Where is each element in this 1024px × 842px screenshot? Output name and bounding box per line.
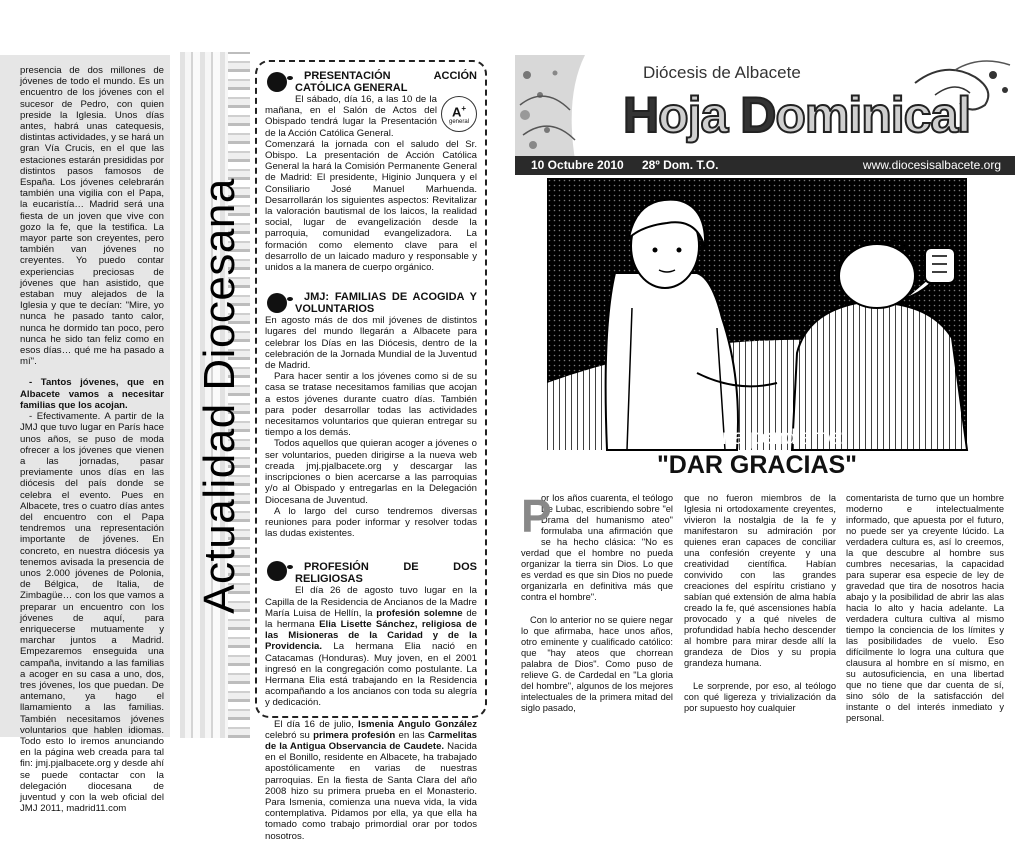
text-run: or los años cuarenta, el teólogo De Lubac, escribiendo sobre "el Drama del humanismo ateo" formulaba una afirmación que se ha hecho clásica: "No es verdad que el hombre no pueda organizar la tierra sin Dios. Lo que es verdad es que sin Dios no puede organizarla en definitiva más que contra el hombre".	[521, 493, 673, 602]
article-paragraph: En agosto más de dos mil jóvenes de distintos lugares del mundo llegarán a Albacete para celebrar los Días en las Diócesis, dentro de la celebración de la Jornada Mundial de la Juventud de Madrid.	[265, 315, 477, 372]
article-paragraph: El sábado, día 16, a las 10 de la mañana, en el Salón de Actos del Obispado tendrá lugar la Presentación de la Acción Católica General.	[265, 94, 437, 139]
article-paragraph: Todos aquellos que quieran acoger a jóvenes o ser voluntarios, pueden dirigirse a la nueva web creada jmj.pjalbacete.org y descargar las inscripciones o bien acercarse a las parroquias y/o al Obispado y entregarlas en la Delegación Diocesana de Juventud.	[265, 438, 477, 506]
masthead	[515, 55, 1015, 160]
text-run: en las	[395, 729, 428, 741]
article-jmj-familias	[265, 291, 477, 539]
liturgical-sunday: 28º Dom. T.O.	[642, 158, 719, 172]
text-run: Nacida en el Bonillo, residente en Albacete, ha trabajado apostólicamente en varias de nuestras parroquias. En la fiesta de Santa Clara del año 2008 hizo su primera prueba en el Monasterio. Para Ismenia, comienza una nueva vida, la vida contemplativa. Pidamos por ella, ya que ella ha tomado como trabajo primordial orar por todos nosotros.	[265, 740, 478, 842]
masthead-date-bar	[515, 156, 1015, 175]
text-run-bold: primera profesión	[313, 729, 396, 741]
left-question: - Tantos jóvenes, que en Albacete vamos a necesitar familias que los acojan.	[20, 377, 164, 411]
boxed-section	[255, 60, 487, 842]
article-paragraph	[265, 585, 477, 708]
text-run: La hermana Elia nació en Catacamas (Honduras). Muy joven, en el 2001 ingresó en la congregación como postulante. La Hermana Elia está trabajando en la Residencia acompañando a los ancianos con toda su alegría y dedicación.	[265, 641, 477, 709]
side-banner-title: Actualidad Diocesana	[195, 178, 244, 614]
accion-catolica-logo-icon: A+ general	[441, 96, 477, 132]
title-initial-d: D	[740, 87, 776, 143]
masthead-diocese: Diócesis de Albacete	[643, 63, 801, 82]
article-paragraph: Para hacer sentir a los jóvenes como si de su casa se tratase necesitamos familias que acojan a estos jóvenes durante cuatro días. También para poder desarrollar todas las actividades necesitamos voluntarios que quieran entregar su tiempo a los demás.	[265, 371, 477, 439]
article-paragraph: A lo largo del curso tendremos diversas reuniones para poder informar y resolver todas las dudas existentes.	[265, 505, 477, 540]
title-part: ominical	[775, 87, 971, 143]
side-banner	[180, 52, 250, 738]
article-paragraph: que no fueron miembros de la Iglesia ni ortodoxamente creyentes, vivieron la nostalgia de la fe y manifestaron su admiración por quienes eran capaces de conciliar una confesión creyente y una creatividad científica. Habían convivido con las grandes creaciones del espíritu cristiano y sabían qué extensión de alma había creado la fe, qué ascensiones había provocado y a qué niveles de profundidad había hecho descender al hombre para mirar desde allí la grandeza de Dios y su propia grandeza humana.	[684, 493, 836, 668]
left-column	[0, 55, 170, 815]
article-column-2	[684, 493, 836, 714]
issue-date: 10 Octubre 2010	[531, 158, 624, 172]
drop-cap: P	[521, 490, 552, 542]
article-title: PRESENTACIÓN ACCIÓN CATÓLICA GENERAL	[295, 70, 477, 94]
masthead-title	[623, 85, 970, 145]
article-paragraph	[265, 719, 477, 842]
text-run-bold: Elia Lisette Sánchez, religiosa de las Misioneras de la Caridad y de la Providencia.	[265, 618, 477, 653]
logo-label: general	[448, 118, 469, 125]
text-run: celebró su	[265, 729, 314, 741]
illustration-drawing	[547, 178, 967, 450]
text-run: de la hermana	[265, 607, 477, 630]
article-paragraph: Con lo anterior no se quiere negar lo que afirmaba, hace unos años, otro eminente y cualificado católico: que "hay ateos que chorrean palabra de Dios". Como puso de relieve G. de Cardedal en "La gloria del hombre", algunos de los mejores intelectuales de la primera mitad del siglo pasado,	[521, 615, 673, 713]
caption-line-1: Asignatura pendiente:	[647, 426, 846, 449]
article-accion-catolica	[265, 70, 477, 273]
text-run-bold: profesión solemne	[376, 607, 463, 619]
article-title: JMJ: FAMILIAS DE ACOGIDA Y VOLUNTARIOS	[295, 291, 477, 316]
article-profesion-religiosas	[265, 561, 477, 841]
illustration	[547, 178, 967, 450]
article-paragraph: Comenzará la jornada con el saludo del Sr. Obispo. La presentación de Acción Católica General la hará la Comisión Permanente General de Madrid: El presidente, Higinio Junquera y el Consiliario José Manuel Marhuenda. Desarrollarán los siguientes aspectos: Revitalizar la valoración bautismal de los laicos, la realidad social, lugar de evangelización desde la parroquia, comunidad evangelizadora. La formación como elemento clave para el desarrollo de un laicado maduro y responsable y unidos a la manera de cuerpo orgánico.	[265, 138, 477, 274]
article-title: PROFESIÓN DE DOS RELIGIOSAS	[295, 561, 477, 586]
title-part: oja	[658, 87, 741, 143]
caption-line-2: "DAR GRACIAS"	[656, 451, 858, 479]
text-run: El día 16 de julio,	[274, 718, 359, 730]
article-column-1	[521, 490, 673, 714]
article-column-3	[846, 493, 1004, 724]
ink-blot-icon	[267, 72, 287, 92]
article-paragraph: comentarista de turno que un hombre moderno e intelectualmente informado, que apuesta por el futuro, no puede ser ya creyente lúcido. La verdadera cultura es, así lo creemos, la que descubre al hombre sus cumbres necesarias, la capacidad para superar esa especie de ley de gravedad que tira de nosotros hacia abajo y la posibilidad de abrir las alas hacia lo alto y hacia adelante. La verdadera cultura cultiva al mismo tiempo la conciencia de los límites y las posibilidades de vuelo. Eso difícilmente lo logra una cultura que clausura al hombre en sí mismo, en su autosuficiencia, en una libertad que no tiene que dar cuenta de sí, sino sólo de la satisfacción del instante o del interés inmediato y personal.	[846, 493, 1004, 723]
article-paragraph: Le sorprende, por eso, al teólogo con qué ligereza y trivialización da por supuesto hoy cualquier	[684, 681, 836, 713]
text-run: El día 26 de agosto tuvo lugar en la Capilla de la Residencia de Ancianos de la Madre María Luisa de Hellín, la	[265, 585, 477, 619]
text-run-bold: Carmelitas de la Antigua Observancia de Caudete.	[265, 729, 477, 752]
title-initial-h: H	[623, 87, 659, 143]
text-run-bold: Ismenia Angulo González	[358, 718, 477, 730]
left-paragraph-1: presencia de dos millones de jóvenes de todo el mundo. Es un encuentro de los jóvenes con el sucesor de Pedro, con quien preside la Iglesia. Unos días antes, habrá unas catequesis, distintas actividades, y se hará un gran Vía Crucis, en el que las estaciones estarán presididas por distintos pasos famosos de España. Los jóvenes celebrarán también una vigilia con el Papa, la eucaristía… Madrid será una fiesta de un joven que vive con gozo la fe, que la testifica. La mayor parte son creyentes, pero también van jóvenes no creyentes. Yo puedo contar experiencias preciosas de jóvenes que han asistido, que estaban muy alejados de la Iglesia y que te decían: "Mire, yo nunca he pasado tanto calor, nunca he dormido tan poco, pero nunca he sido tan feliz como en esos días… qué me ha pasado a mí".	[20, 65, 164, 368]
left-paragraph-2: - Efectivamente. A partir de la JMJ que tuvo lugar en París hace unos años, se puso de moda ofrecer a los jóvenes que vienen a las jornadas, pasar previamente unos días en las diócesis del país donde se celebra el evento. Pues en Albacete, tres o cuatro días antes del encuentro con el Papa tendremos una representación importante de jóvenes. En concreto, en nuestra diócesis ya tenemos avisada la presencia de unos 2.000 jóvenes de Polonia, de Bélgica, de Italia, de Zimbagüe… con los que vamos a preparar un encuentro con los jóvenes de aquí, para enriquecerse mutuamente y marchar juntos a Madrid. Empezaremos enseguida una campaña, invitando a las familias a acoger en su casa a uno, dos, tres jóvenes, los que puedan. De antemano, ya hago el llamamiento a las familias. También necesitamos jóvenes voluntarios que hablen idiomas. Todo esto lo iremos anunciando en la página web creada para tal fin: jmj.pjalbacete.org y desde ahí se puede contactar con la delegación diocesana de juventud y con la web oficial del JMJ 2011, madrid11.com	[20, 411, 164, 815]
website-url: www.diocesisalbacete.org	[862, 158, 1001, 172]
